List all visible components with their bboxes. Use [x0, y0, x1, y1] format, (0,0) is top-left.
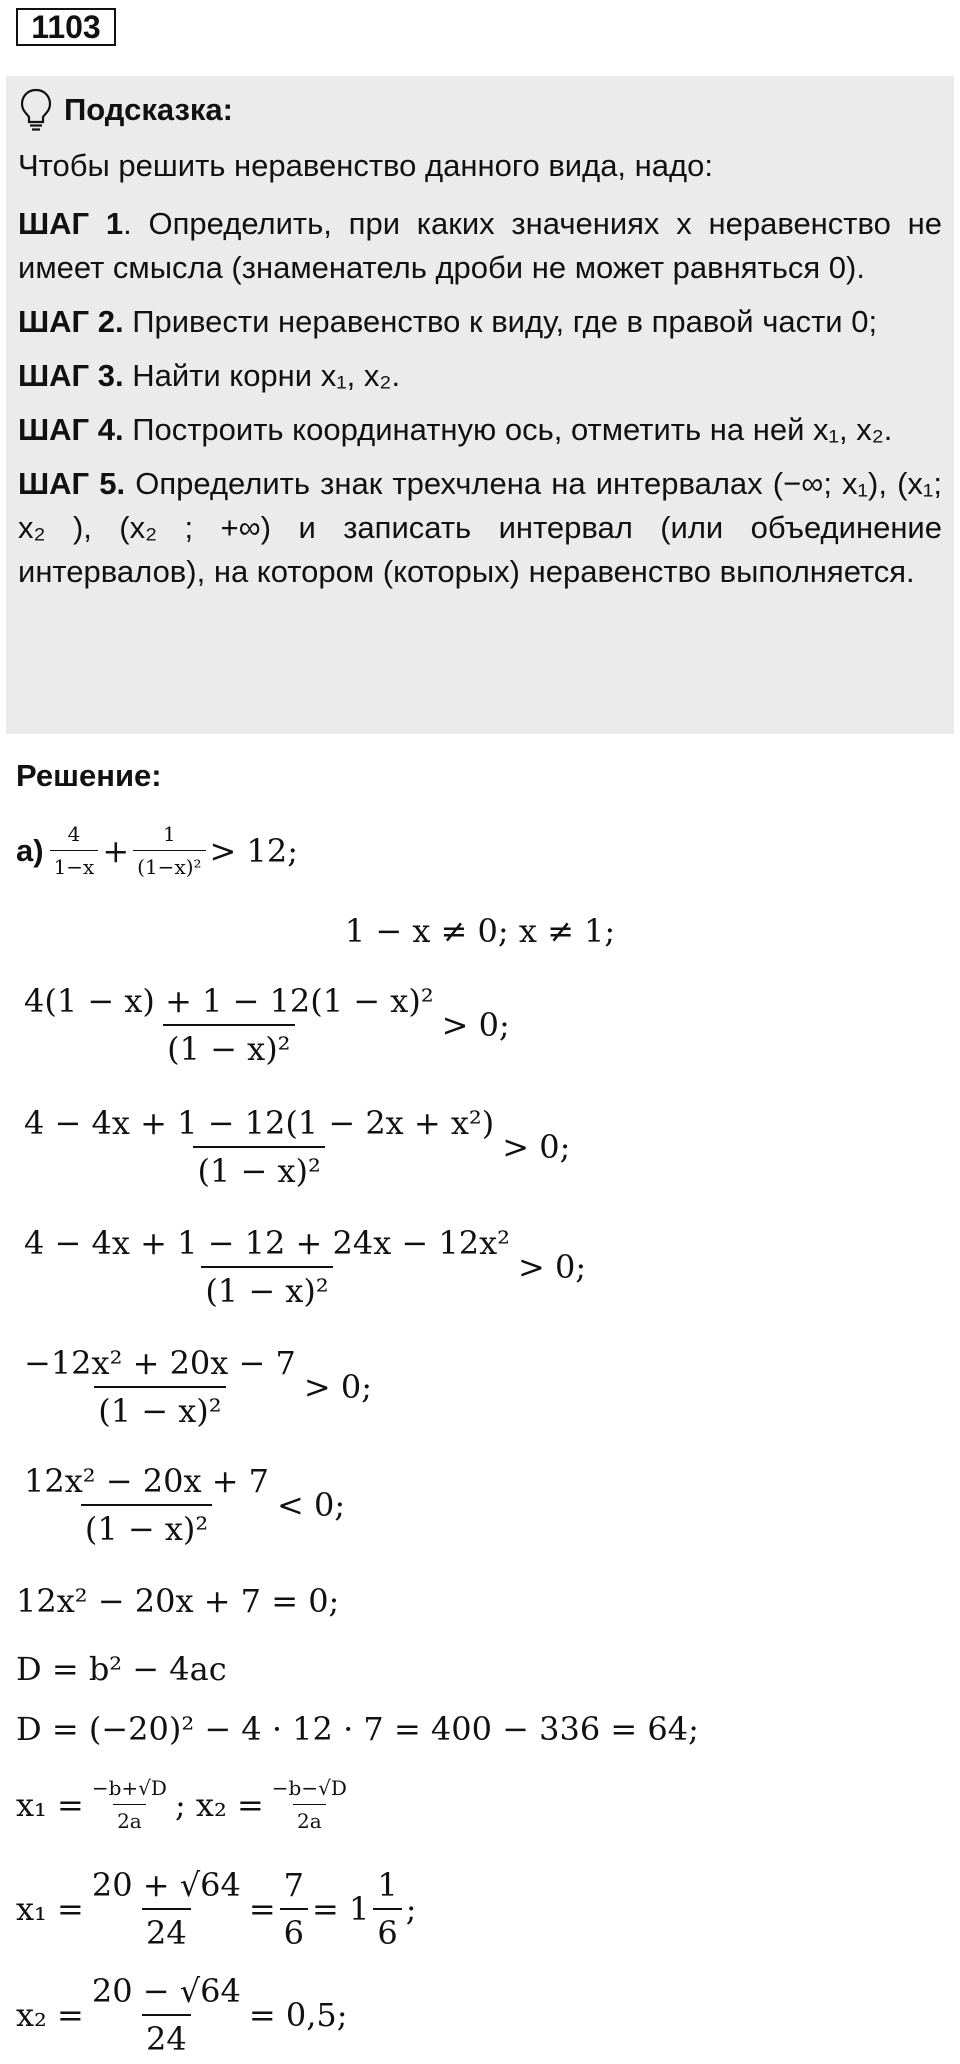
numerator: 7	[283, 1866, 305, 1904]
step-label: ШАГ 2.	[18, 304, 124, 339]
fraction	[88, 1776, 171, 1833]
fraction	[20, 1344, 300, 1430]
lightbulb-icon	[18, 87, 54, 133]
expression-tail: > 12;	[209, 831, 299, 870]
expression-part: = 1	[312, 1890, 370, 1928]
fraction	[280, 1866, 308, 1952]
fraction	[88, 1866, 245, 1952]
expression-tail: > 0;	[517, 1248, 587, 1286]
numerator: 4	[67, 822, 81, 846]
step-label: ШАГ 1	[18, 206, 124, 241]
expression-part: x₂ =	[16, 1996, 84, 2034]
solution-title: Решение:	[16, 758, 162, 793]
hint-step-1	[18, 202, 942, 290]
expression-tail: ;	[405, 1890, 417, 1928]
equation-7	[16, 1462, 345, 1548]
numerator: 4 − 4x + 1 − 12(1 − 2x + x²)	[24, 1104, 495, 1142]
expression-part: ; x₂ =	[174, 1785, 264, 1824]
part-label: а)	[16, 832, 44, 868]
expression-tail: > 0;	[502, 1128, 571, 1166]
numerator: 4 − 4x + 1 − 12 + 24x − 12x²	[24, 1224, 510, 1262]
step-text: Определить знак трехчлена на интервалах (−∞; x₁), (x₁; x₂ ), (x₂ ; +∞) и записать интервал (или объединение интервалов), на котором (которых) неравенство выполняется.	[18, 466, 942, 589]
step-text: Привести неравенство к виду, где в правой части 0;	[123, 304, 878, 339]
fraction	[88, 1972, 245, 2058]
fraction	[20, 1104, 498, 1190]
step-text: Найти корни x₁, x₂.	[123, 358, 401, 393]
numerator: 4(1 − x) + 1 − 12(1 − x)²	[24, 982, 434, 1020]
numerator: −b−√D	[271, 1776, 347, 1800]
numerator: −12x² + 20x − 7	[24, 1344, 296, 1382]
expression-part: x₁ =	[16, 1890, 84, 1928]
denominator: (1−x)²	[133, 850, 205, 879]
expression-part: =	[248, 1890, 276, 1928]
denominator: 6	[373, 1908, 401, 1952]
hint-step-2	[18, 300, 942, 344]
problem-number: 1103	[16, 8, 116, 46]
step-label: ШАГ 4.	[18, 412, 124, 447]
fraction	[373, 1866, 401, 1952]
fraction	[20, 1224, 514, 1310]
expression-tail: = 0,5;	[248, 1996, 348, 2034]
denominator: 24	[142, 1908, 191, 1952]
fraction	[268, 1776, 351, 1833]
fraction	[133, 822, 205, 879]
denominator: 1−x	[50, 850, 99, 879]
equation-2: 1 − x ≠ 0; x ≠ 1;	[344, 912, 616, 950]
hint-box	[6, 76, 954, 734]
denominator: (1 − x)²	[94, 1386, 225, 1430]
denominator: 6	[280, 1908, 308, 1952]
denominator: (1 − x)²	[81, 1504, 212, 1548]
equation-10: D = (−20)² − 4 · 12 · 7 = 400 − 336 = 64;	[16, 1710, 699, 1748]
equation-4	[16, 1104, 570, 1190]
fraction	[20, 1462, 273, 1548]
step-text: Построить координатную ось, отметить на ней x₁, x₂.	[123, 412, 893, 447]
equation-9: D = b² − 4ac	[16, 1650, 227, 1688]
numerator: 1	[162, 822, 176, 846]
equation-5	[16, 1224, 586, 1310]
denominator: (1 − x)²	[163, 1024, 294, 1068]
expression-tail: > 0;	[303, 1368, 372, 1406]
equation-8: 12x² − 20x + 7 = 0;	[16, 1582, 340, 1620]
equation-11	[16, 1776, 355, 1833]
numerator: 20 − √64	[91, 1972, 241, 2010]
fraction	[50, 822, 99, 879]
step-label: ШАГ 5.	[18, 466, 126, 501]
expression-part: x₁ =	[16, 1785, 84, 1824]
equation-3	[16, 982, 510, 1068]
equation-1	[16, 822, 298, 879]
equation-6	[16, 1344, 372, 1430]
operator: +	[102, 831, 130, 870]
step-text: . Определить, при каких значениях x неравенство не имеет смысла (знаменатель дроби не может равняться 0).	[18, 206, 943, 285]
hint-title: Подсказка:	[64, 92, 233, 127]
denominator: (1 − x)²	[201, 1266, 332, 1310]
hint-step-4	[18, 408, 942, 452]
hint-intro: Чтобы решить неравенство данного вида, надо:	[18, 148, 713, 183]
denominator: 2a	[293, 1804, 326, 1833]
hint-step-3	[18, 354, 942, 398]
fraction	[20, 982, 438, 1068]
numerator: −b+√D	[91, 1776, 167, 1800]
numerator: 1	[377, 1866, 398, 1904]
hint-header	[18, 82, 942, 138]
denominator: 2a	[113, 1804, 146, 1833]
expression-tail: < 0;	[277, 1486, 346, 1524]
hint-step-5	[18, 462, 942, 594]
expression-tail: > 0;	[441, 1006, 510, 1044]
denominator: 24	[142, 2014, 191, 2058]
step-label: ШАГ 3.	[18, 358, 124, 393]
equation-13	[16, 1972, 348, 2058]
denominator: (1 − x)²	[193, 1146, 324, 1190]
numerator: 20 + √64	[91, 1866, 241, 1904]
numerator: 12x² − 20x + 7	[24, 1462, 270, 1500]
equation-12	[16, 1866, 417, 1952]
